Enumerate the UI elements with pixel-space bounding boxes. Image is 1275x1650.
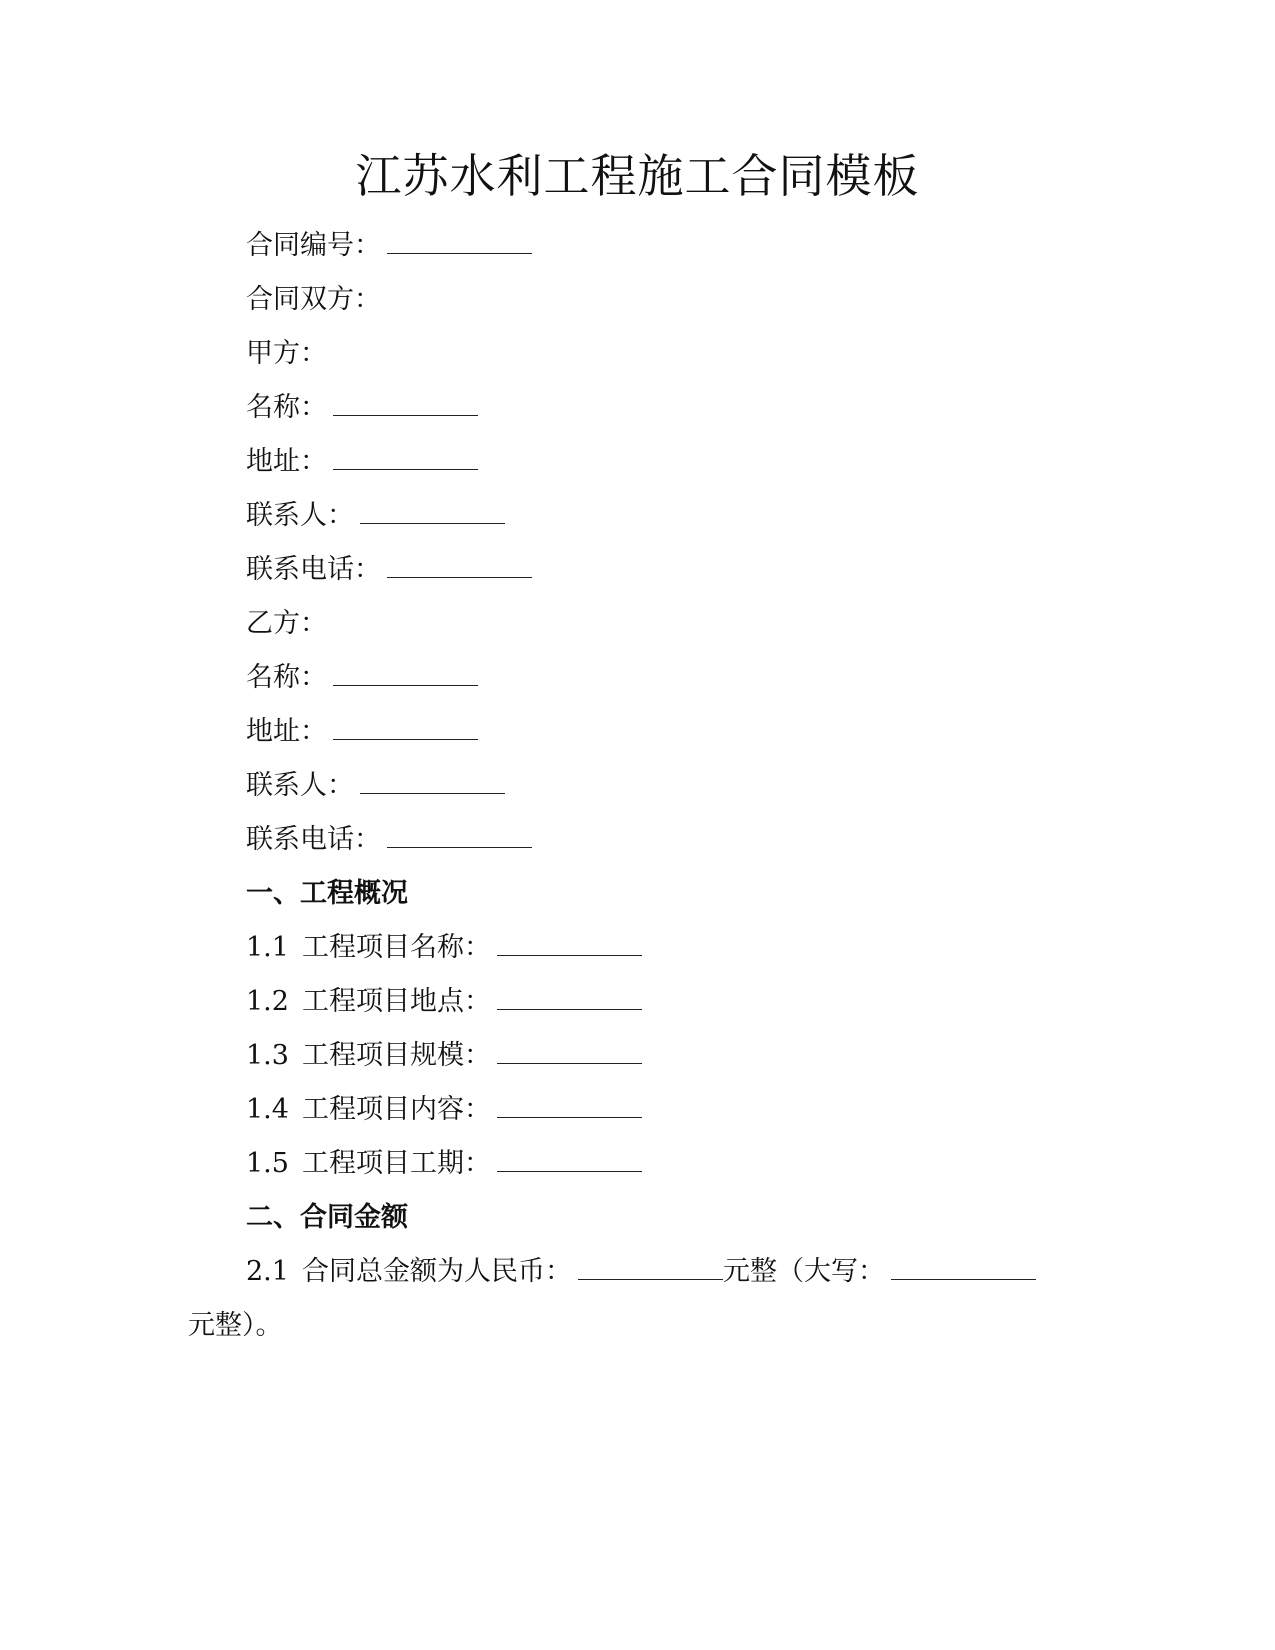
party-b-contact-blank[interactable] (360, 771, 505, 794)
party-a-address-line (246, 444, 478, 480)
section-1-item-3 (246, 1038, 642, 1074)
section-1-item-1 (246, 930, 642, 966)
party-a-contact-line (246, 498, 505, 534)
item-label: 工程项目规模： (302, 1040, 491, 1071)
amount-uppercase-blank[interactable] (891, 1257, 1036, 1280)
document-title: 江苏水利工程施工合同模板 (355, 149, 920, 203)
contract-number-blank[interactable] (387, 231, 532, 254)
item-label: 工程项目地点： (302, 986, 491, 1017)
party-a-phone-blank[interactable] (387, 555, 532, 578)
party-a-address-label: 地址： (246, 446, 327, 477)
party-a-heading (246, 336, 327, 372)
party-a-heading-text: 甲方： (246, 338, 327, 369)
parties-label: 合同双方： (246, 284, 381, 315)
section-1-heading: 一、工程概况 (246, 878, 408, 909)
party-b-contact-label: 联系人： (246, 770, 354, 801)
item-number: 1.1 (246, 932, 289, 963)
party-a-phone-line (246, 552, 532, 588)
item-blank[interactable] (497, 933, 642, 956)
contract-number-line (246, 228, 532, 264)
section-1-item-4 (246, 1092, 642, 1128)
party-b-contact-line (246, 768, 505, 804)
amount-label: 合同总金额为人民币： (302, 1256, 572, 1287)
item-number: 1.3 (246, 1040, 289, 1071)
section-2-heading: 二、合同金额 (246, 1202, 408, 1233)
item-blank[interactable] (497, 987, 642, 1010)
party-a-name-label: 名称： (246, 392, 327, 423)
section-2-item-1-continuation: 元整）。 (188, 1310, 283, 1341)
parties-line (246, 282, 381, 318)
party-b-phone-line (246, 822, 532, 858)
party-b-heading (246, 606, 327, 642)
party-b-address-line (246, 714, 478, 750)
party-a-name-blank[interactable] (333, 393, 478, 416)
amount-blank[interactable] (578, 1257, 723, 1280)
party-a-phone-label: 联系电话： (246, 554, 381, 585)
item-number: 2.1 (246, 1256, 289, 1287)
party-a-address-blank[interactable] (333, 447, 478, 470)
party-b-name-blank[interactable] (333, 663, 478, 686)
party-b-phone-label: 联系电话： (246, 824, 381, 855)
contract-number-label: 合同编号： (246, 230, 381, 261)
item-label: 工程项目工期： (302, 1148, 491, 1179)
party-a-contact-blank[interactable] (360, 501, 505, 524)
item-blank[interactable] (497, 1095, 642, 1118)
section-1-item-2 (246, 984, 642, 1020)
section-1-item-5 (246, 1146, 642, 1182)
item-number: 1.4 (246, 1094, 289, 1125)
item-number: 1.2 (246, 986, 289, 1017)
party-b-address-label: 地址： (246, 716, 327, 747)
party-b-name-line (246, 660, 478, 696)
party-b-heading-text: 乙方： (246, 608, 327, 639)
item-blank[interactable] (497, 1041, 642, 1064)
party-b-phone-blank[interactable] (387, 825, 532, 848)
section-2-item-1 (246, 1254, 1036, 1290)
party-b-address-blank[interactable] (333, 717, 478, 740)
item-blank[interactable] (497, 1149, 642, 1172)
party-a-contact-label: 联系人： (246, 500, 354, 531)
amount-uppercase-label: 元整（大写： (723, 1256, 885, 1287)
item-number: 1.5 (246, 1148, 289, 1179)
party-a-name-line (246, 390, 478, 426)
party-b-name-label: 名称： (246, 662, 327, 693)
item-label: 工程项目内容： (302, 1094, 491, 1125)
item-label: 工程项目名称： (302, 932, 491, 963)
